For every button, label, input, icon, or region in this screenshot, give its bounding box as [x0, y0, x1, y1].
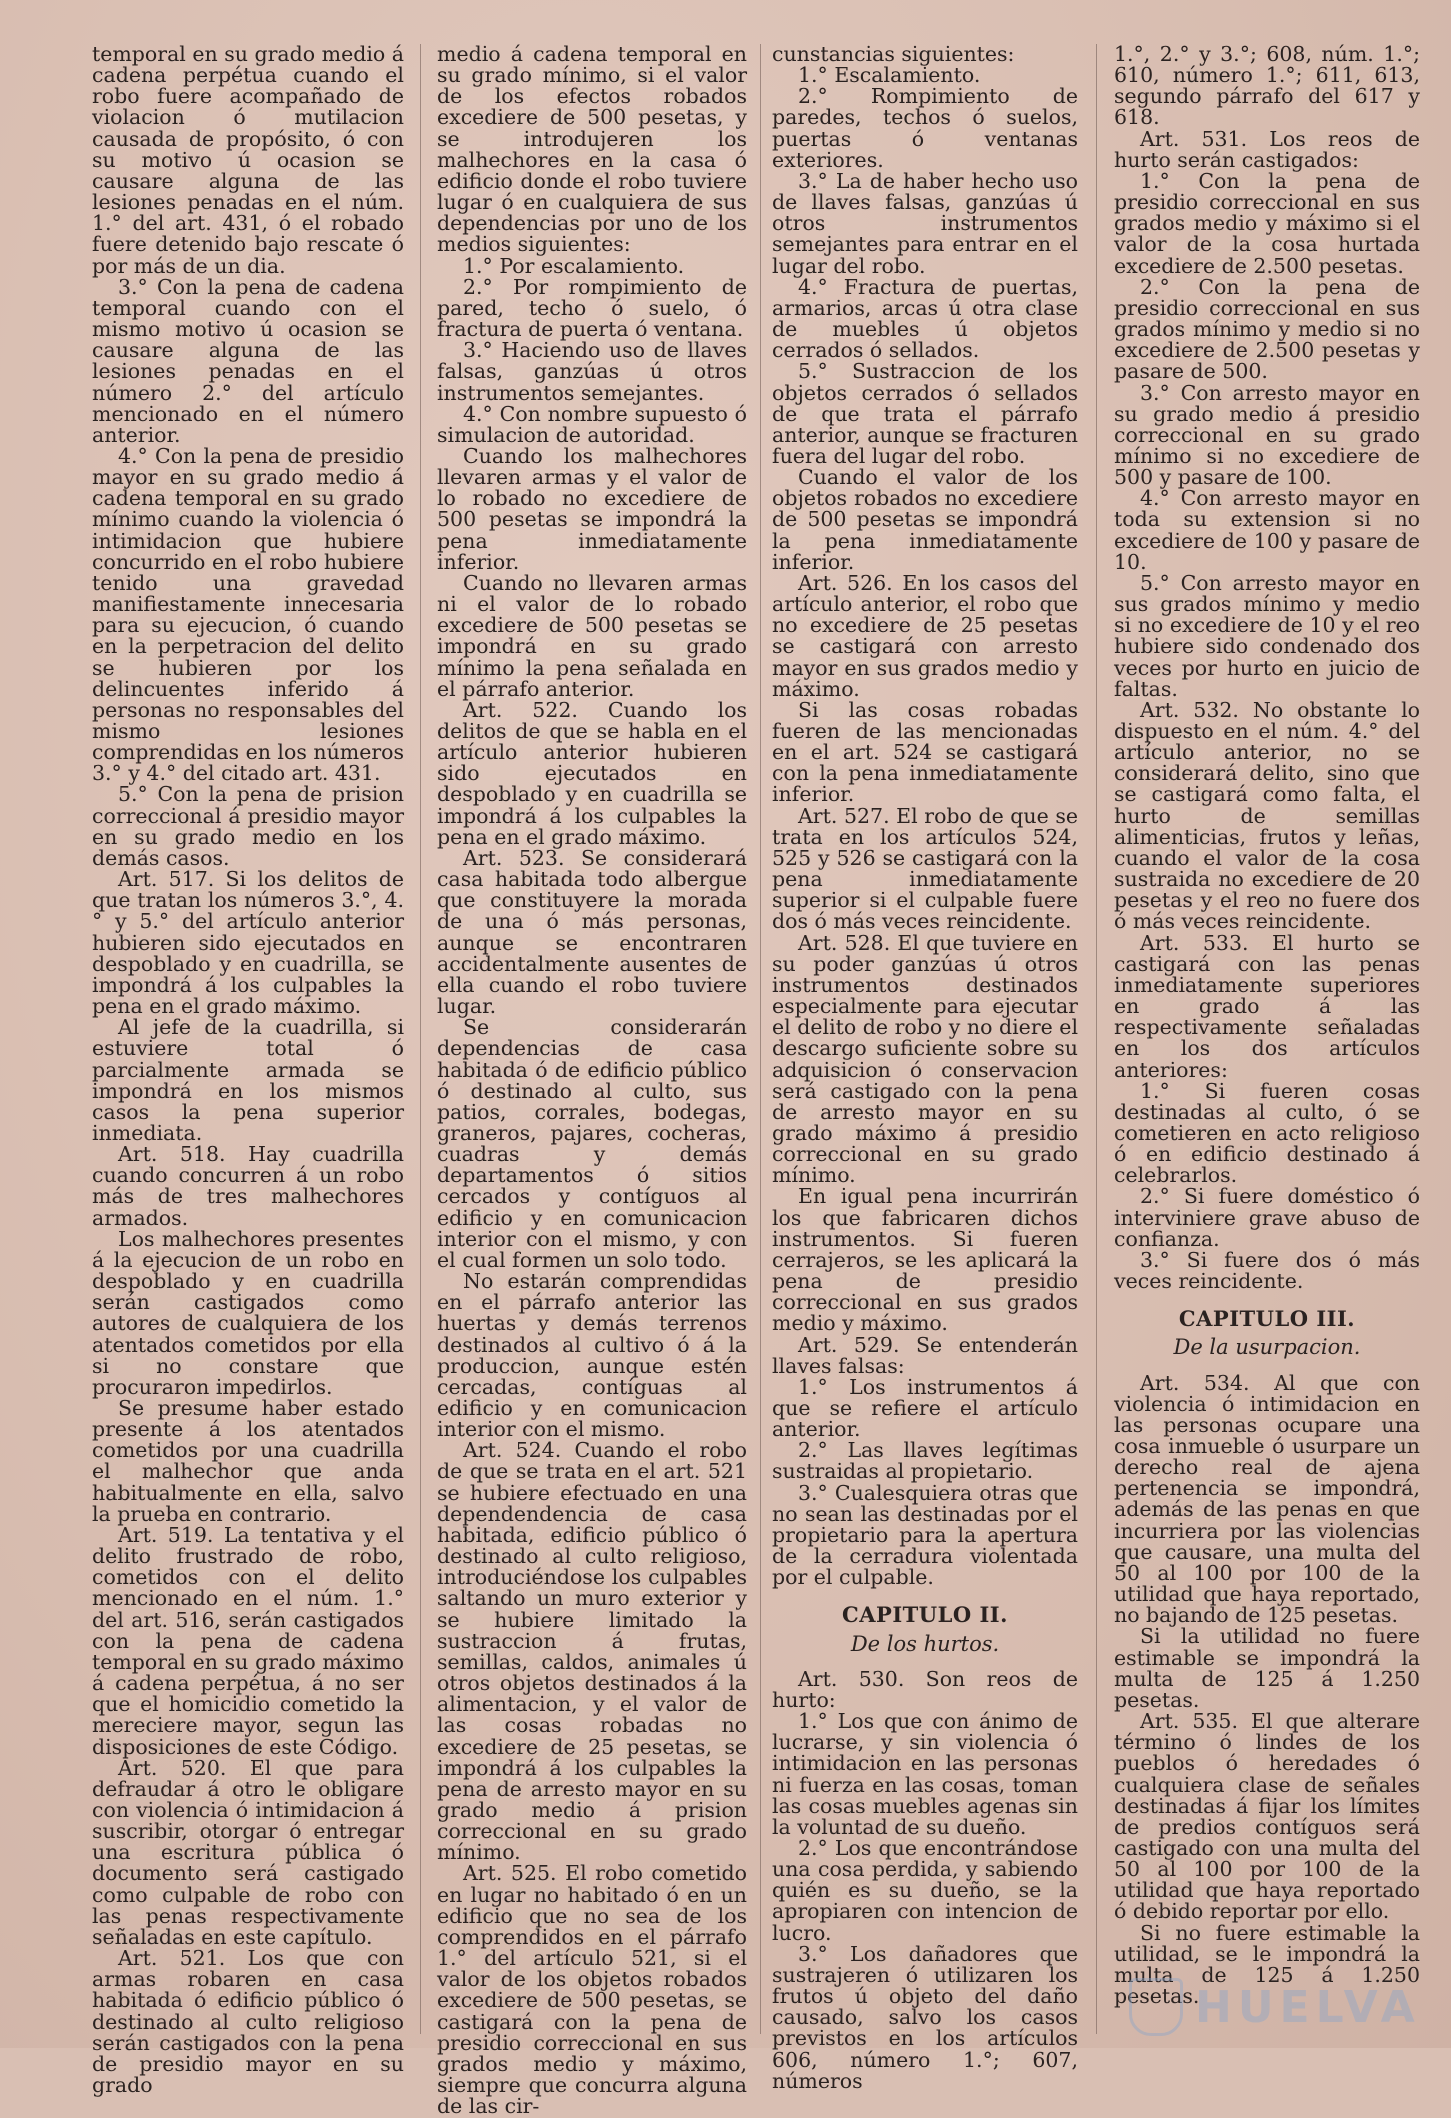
paragraph: 4.° Con nombre supuesto ó simulacion de autoridad.	[437, 401, 747, 447]
column-rule	[1096, 44, 1097, 2034]
paragraph: Art. 532. No obstante lo dispuesto en el núm. 4.° del artículo anterior, no se considerará delito, sino que se castigará como falta, el hurto de semillas alimenticias, frutos y leñas, cuando el valor de la cosa sustraida no excediere de 20 pesetas y el reo no fuere dos ó más veces reincidente.	[1114, 697, 1420, 934]
paragraph: Art. 521. Los que con armas robaren en casa habitada ó edificio público ó destinado al culto religioso serán castigados con la pena de presidio mayor en su grado	[92, 1946, 404, 2097]
paragraph: Se considerarán dependencias de casa habitada ó de edificio público ó destinado al culto, sus patios, corrales, bodegas, graneros, pajares, cocheras, cuadras y demás departamentos ó sitios cercados y contíguos al edificio y en comunicacion interior con el mismo, y con el cual formen un solo todo.	[437, 1015, 747, 1272]
paragraph: Art. 518. Hay cuadrilla cuando concurren á un robo más de tres malhechores armados.	[92, 1142, 404, 1230]
paragraph: No estarán comprendidas en el párrafo anterior las huertas y demás terrenos destinados al cultivo ó á la produccion, aunque estén cercadas, contíguas al edificio y en comunicacion interior con el mismo.	[437, 1269, 747, 1442]
chapter-heading: CAPITULO III.	[1178, 1306, 1356, 1332]
paragraph: 1.°, 2.° y 3.°; 608, núm. 1.°; 610, número 1.°; 611, 613, segundo párrafo del 617 y 618.	[1114, 42, 1420, 130]
chapter-subtitle: De los hurtos.	[850, 1631, 1000, 1656]
paragraph: Se presume haber estado presente á los atentados cometidos por una cuadrilla el malhechor que anda habitualmente en ella, salvo la prueba en contrario.	[92, 1396, 404, 1526]
text-column-4	[1114, 44, 1420, 2034]
paragraph: Cuando los malhechores llevaren armas y el valor de lo robado no excediere de 500 pesetas se impondrá la pena inmediatamente inferior.	[437, 443, 747, 574]
watermark-text: HUELVA	[1195, 1981, 1421, 2033]
text-column-1	[92, 42, 405, 2097]
paragraph: Si la utilidad no fuere estimable se impondrá la multa de 125 á 1.250 pesetas.	[1114, 1624, 1420, 1712]
paragraph: Art. 527. El robo de que se trata en los artículos 524, 525 y 526 se castigará con la pena inmediatamente superior si el culpable fuere dos ó más veces reincidente.	[772, 803, 1078, 934]
paragraph: 5.° Con la pena de prision correccional á presidio mayor en su grado medio en los demás casos.	[92, 782, 404, 870]
paragraph: 1.° Por escalamiento.	[463, 253, 685, 278]
paragraph: Art. 524. Cuando el robo de que se trata en el art. 521 se hubiere efectuado en una dependendencia de casa habitada, edificio público ó destinado al culto religioso, introduciéndose los culpables saltando un muro exterior y se hubiere limitado la sustraccion á frutas, semillas, caldos, animales ú otros objetos destinados á la alimentacion, y el valor de las cosas robadas no excediere de 25 pesetas, se impondrá á los culpables la pena de arresto mayor en su grado medio á prision correccional en su grado mínimo.	[437, 1438, 747, 1865]
paragraph: 4.° Con arresto mayor en toda su extension si no excediere de 100 y pasare de 10.	[1114, 486, 1420, 574]
paragraph: 2.° Por rompimiento de pared, techo ó suelo, ó fractura de puerta ó ventana.	[437, 274, 747, 342]
paragraph: 2.° Rompimiento de paredes, techos ó suelos, puertas ó ventanas exteriores.	[772, 84, 1078, 172]
paragraph: Cuando el valor de los objetos robados no excediere de 500 pesetas se impondrá la pena inmediatamente inferior.	[772, 465, 1078, 574]
paragraph: temporal en su grado medio á cadena perpétua cuando el robo fuere acompañado de violacion ó mutilacion causada de propósito, ó con su motivo ú ocasion se causare alguna de las lesiones penadas en el núm. 1.° del art. 431, ó el robado fuere detenido bajo rescate ó por más de un dia.	[92, 42, 404, 278]
paragraph: 2.° Los que encontrándose una cosa perdida, y sabiendo quién es su dueño, se la apropiaren con intencion de lucro.	[772, 1835, 1078, 1945]
paragraph: cunstancias siguientes:	[772, 42, 1015, 66]
text-column-3	[772, 42, 1078, 2093]
paragraph: 1.° Los que con ánimo de lucrarse, y sin violencia ó intimidacion en las personas ni fuerza en las cosas, toman las cosas muebles agenas sin la voluntad de su dueño.	[772, 1709, 1078, 1839]
paragraph: 2.° Si fuere doméstico ó interviniere grave abuso de confianza.	[1114, 1184, 1420, 1251]
paragraph: Art. 529. Se entenderán llaves falsas:	[772, 1332, 1078, 1378]
paragraph: 3.° Haciendo uso de llaves falsas, ganzúas ú otros instrumentos semejantes.	[437, 338, 747, 405]
paragraph: En igual pena incurrirán los que fabricaren dichos instrumentos. Si fueren cerrajeros, se les aplicará la pena de presidio correccional en sus grados medio y máximo.	[772, 1184, 1078, 1336]
paragraph: Art. 517. Si los delitos de que tratan los números 3.°, 4.° y 5.° del artículo anterior hubieren sido ejecutados en despoblado y en cuadrilla, se impondrá á los culpables la pena en el grado máximo.	[92, 867, 404, 1019]
paragraph: Si las cosas robadas fueren de las mencionadas en el art. 524 se castigará con la pena inmediatamente inferior.	[772, 697, 1078, 807]
paragraph: 2.° Las llaves legítimas sustraidas al propietario.	[772, 1438, 1078, 1484]
paragraph: Art. 525. El robo cometido en lugar no habitado ó en un edificio que no sea de los comprendidos en el párrafo 1.° del artículo 521, si el valor de los objetos robados excediere de 500 pesetas, se castigará con la pena de presidio correccional en sus grados medio y máximo, siempre que concurra alguna de las cir-	[437, 1861, 747, 2118]
paragraph: 1.° Con la pena de presidio correccional en sus grados medio y máximo si el valor de la cosa hurtada excediere de 2.500 pesetas.	[1114, 168, 1420, 278]
paragraph: 4.° Con la pena de presidio mayor en su grado medio á cadena temporal en su grado mínimo cuando la violencia ó intimidacion que hubiere concurrido en el robo hubiere tenido una gravedad manifiestamente innecesaria para su ejecucion, ó cuando en la perpetracion del delito se hubieren por los delincuentes inferido á personas no responsables del mismo lesiones comprendidas en los números 3.° y 4.° del citado art. 431.	[92, 443, 405, 786]
paragraph: Art. 533. El hurto se castigará con las penas inmediatamente superiores en grado á las respectivamente señaladas en los dos artículos anteriores:	[1114, 930, 1420, 1082]
chapter-subtitle: De la usurpacion.	[1173, 1335, 1361, 1360]
paragraph: Art. 535. El que alterare término ó lindes de los pueblos ó heredades ó cualquiera clase de señales destinadas á fijar los límites de predios contíguos será castigado con una multa del 50 al 100 por 100 de la utilidad que haya reportado ó debido reportar por ello.	[1114, 1709, 1420, 1924]
paragraph: Los malhechores presentes á la ejecucion de un robo en despoblado y en cuadrilla serán castigados como autores de cualquiera de los atentados cometidos por ella si no constare que procuraron impedirlos.	[92, 1226, 404, 1399]
paragraph: 3.° La de haber hecho uso de llaves falsas, ganzúas ú otros instrumentos semejantes para entrar en el lugar del robo.	[772, 168, 1078, 278]
paragraph: Art. 520. El que para defraudar á otro le obligare con violencia ó intimidacion á suscribir, otorgar ó entregar una escritura pública ó documento será castigado como culpable de robo con las penas respectivamente señaladas en este capítulo.	[92, 1755, 404, 1949]
paragraph: 5.° Sustraccion de los objetos cerrados ó sellados de que trata el párrafo anterior, aunque se fracturen fuera del lugar del robo.	[772, 359, 1078, 468]
column-rule	[420, 44, 421, 2034]
paragraph: Art. 530. Son reos de hurto:	[772, 1666, 1078, 1712]
paragraph: 3.° Con la pena de cadena temporal cuando con el mismo motivo ú ocasion se causare alguna de las lesiones penadas en el número 2.° del artículo mencionado en el número anterior.	[92, 274, 404, 447]
paragraph: Al jefe de la cuadrilla, si estuviere total ó parcialmente armada se impondrá en los mismos casos la pena superior inmediata.	[92, 1015, 404, 1145]
text-column-2	[437, 42, 747, 2118]
paragraph: 3.° Cualesquiera otras que no sean las destinadas por el propietario para la apertura de la cerradura violentada por el culpable.	[772, 1480, 1078, 1590]
paragraph: Si no fuere estimable la utilidad, se le impondrá la multa de 125 á 1.250 pesetas.	[1114, 1920, 1420, 2009]
paragraph: 1.° Los instrumentos á que se refiere el artículo anterior.	[772, 1374, 1078, 1442]
paragraph: 1.° Si fueren cosas destinadas al culto, ó se cometieren en acto religioso ó en edificio destinado á celebrarlos.	[1114, 1078, 1420, 1188]
paragraph: 5.° Con arresto mayor en sus grados mínimo y medio si no excediere de 10 y el reo hubiere sido condenado dos veces por hurto en juicio de faltas.	[1114, 570, 1420, 701]
paragraph: Art. 519. La tentativa y el delito frustrado de robo, cometidos con el delito mencionado en el núm. 1.° del art. 516, serán castigados con la pena de cadena temporal en su grado máximo á cadena perpétua, á no ser que el homicidio cometido la mereciere mayor, segun las disposiciones de este Código.	[92, 1522, 404, 1759]
paragraph: 3.° Con arresto mayor en su grado medio á presidio correccional en su grado mínimo si no excediere de 500 y pasare de 100.	[1114, 380, 1420, 490]
paragraph: 1.° Escalamiento.	[798, 63, 981, 88]
paragraph: 3.° Si fuere dos ó más veces reincidente.	[1114, 1247, 1420, 1294]
archive-watermark	[1129, 1976, 1429, 2038]
paragraph: Art. 528. El que tuviere en su poder ganzúas ú otros instrumentos destinados especialmente para ejecutar el delito de robo y no diere el descargo suficiente sobre su adquisicion ó conservacion será castigado con la pena de arresto mayor en su grado máximo á presidio correccional en su grado mínimo.	[772, 930, 1078, 1188]
coat-of-arms-icon	[1129, 1978, 1183, 2036]
column-rule	[760, 44, 761, 2034]
paragraph: Art. 522. Cuando los delitos de que se habla en el artículo anterior hubieren sido ejecutados en despoblado y en cuadrilla se impondrá á los culpables la pena en el grado máximo.	[437, 697, 747, 849]
paragraph: 4.° Fractura de puertas, armarios, arcas ú otra clase de muebles ú objetos cerrados ó sellados.	[772, 274, 1078, 363]
paragraph: Art. 523. Se considerará casa habitada todo albergue que constituyere la morada de una ó más personas, aunque se encontraren accidentalmente ausentes de ella cuando el robo tuviere lugar.	[437, 845, 747, 1019]
chapter-heading: CAPITULO II.	[842, 1602, 1008, 1628]
paragraph: Cuando no llevaren armas ni el valor de lo robado excediere de 500 pesetas se impondrá en su grado mínimo la pena señalada en el párrafo anterior.	[437, 570, 747, 701]
paragraph: 2.° Con la pena de presidio correccional en sus grados mínimo y medio si no excediere de 2.500 pesetas y pasare de 500.	[1114, 274, 1420, 384]
paragraph: Art. 531. Los reos de hurto serán castigados:	[1114, 126, 1420, 172]
paragraph: Art. 534. Al que con violencia ó intimidacion en las personas ocupare una cosa inmueble ó usurpare un derecho real de ajena pertenencia se impondrá, además de las penas en que incurriera por las violencias que causare, una multa del 50 al 100 por 100 de la utilidad que haya reportado, no bajando de 125 pesetas.	[1114, 1370, 1420, 1628]
paragraph: 3.° Los dañadores que sustrajeren ó utilizaren los frutos ú objeto del daño causado, salvo los casos previstos en los artículos 606, número 1.°; 607, números	[772, 1941, 1078, 2093]
paragraph: Art. 526. En los casos del artículo anterior, el robo que no excediere de 25 pesetas se castigará con arresto mayor en sus grados medio y máximo.	[772, 570, 1078, 701]
paragraph: medio á cadena temporal en su grado mínimo, si el valor de los efectos robados excediere de 500 pesetas, y se introdujeren los malhechores en la casa ó edificio donde el robo tuviere lugar ó en cualquiera de sus dependencias por uno de los medios siguientes:	[437, 42, 747, 257]
